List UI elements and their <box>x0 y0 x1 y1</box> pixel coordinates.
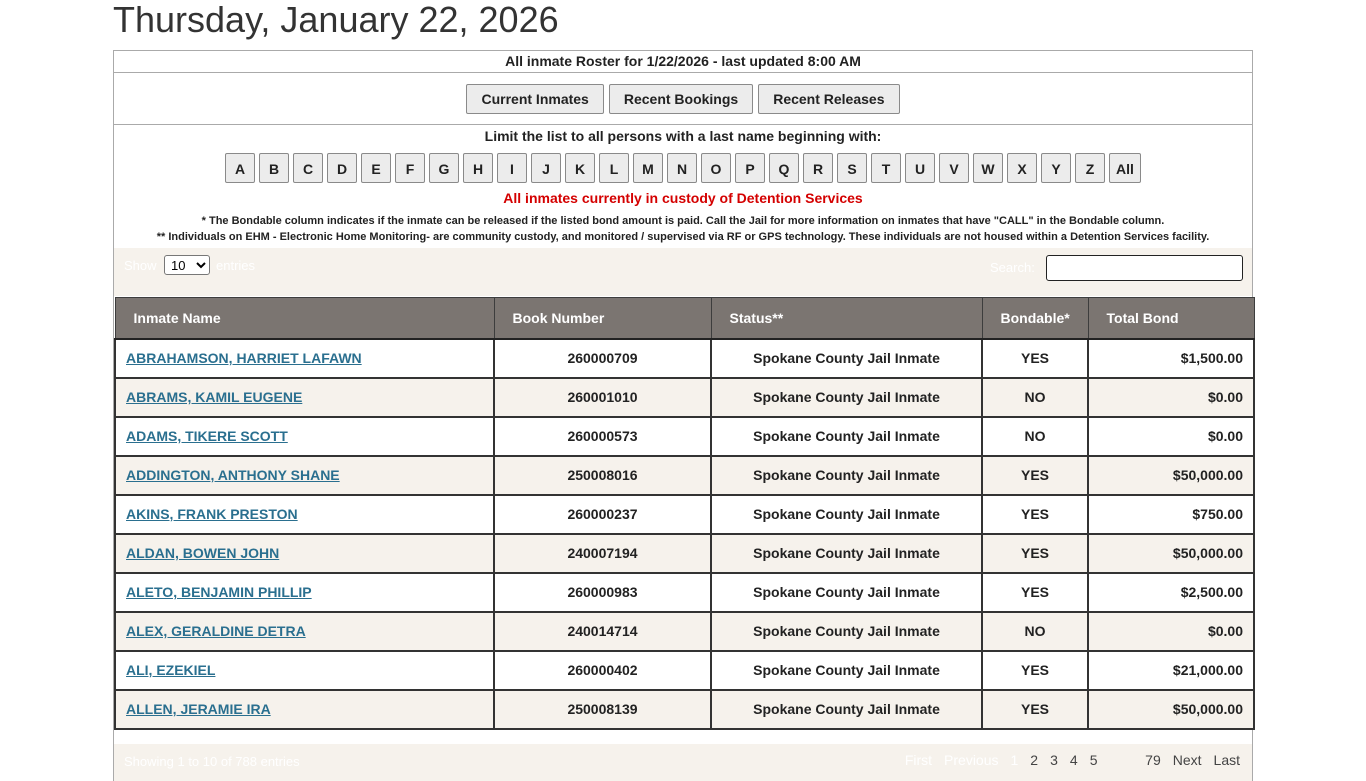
column-header-status[interactable]: Status** <box>711 298 982 339</box>
book-number-cell: 250008016 <box>494 456 711 495</box>
letter-button-v[interactable]: V <box>939 153 969 183</box>
book-number-cell: 260000983 <box>494 573 711 612</box>
bondable-cell: YES <box>982 690 1088 729</box>
table-row <box>115 495 1254 534</box>
roster-title: All inmate Roster for 1/22/2026 - last updated 8:00 AM <box>114 51 1252 73</box>
show-label: Show <box>124 258 157 273</box>
ehm-note: ** Individuals on EHM - Electronic Home Monitoring- are community custody, and monitored / supervised via RF or GPS technology. These individuals are not housed within a Detention Services facility. <box>156 231 1210 243</box>
status-cell: Spokane County Jail Inmate <box>711 534 982 573</box>
total-bond-cell: $21,000.00 <box>1088 651 1254 690</box>
inmate-name-cell <box>115 495 494 534</box>
letter-button-e[interactable]: E <box>361 153 391 183</box>
status-cell: Spokane County Jail Inmate <box>711 573 982 612</box>
column-header-inmate-name[interactable]: Inmate Name <box>115 298 494 339</box>
bondable-cell: YES <box>982 651 1088 690</box>
letter-button-l[interactable]: L <box>599 153 629 183</box>
letter-button-w[interactable]: W <box>973 153 1003 183</box>
total-bond-cell: $1,500.00 <box>1088 339 1254 378</box>
letter-button-z[interactable]: Z <box>1075 153 1105 183</box>
table-row <box>115 573 1254 612</box>
letter-button-n[interactable]: N <box>667 153 697 183</box>
book-number-cell: 250008139 <box>494 690 711 729</box>
column-header-book-number[interactable]: Book Number <box>494 298 711 339</box>
pagination <box>899 752 1246 768</box>
inmate-name-link[interactable]: ABRAHAMSON, HARRIET LAFAWN <box>126 350 362 366</box>
table-row <box>115 651 1254 690</box>
status-cell: Spokane County Jail Inmate <box>711 651 982 690</box>
bondable-cell: YES <box>982 495 1088 534</box>
entries-per-page-select[interactable] <box>164 255 210 275</box>
inmate-name-cell <box>115 651 494 690</box>
inmate-name-link[interactable]: ABRAMS, KAMIL EUGENE <box>126 389 303 405</box>
bondable-cell: NO <box>982 612 1088 651</box>
inmate-name-cell <box>115 690 494 729</box>
page-link-2[interactable]: 2 <box>1030 752 1039 768</box>
total-bond-cell: $0.00 <box>1088 378 1254 417</box>
status-cell: Spokane County Jail Inmate <box>711 495 982 534</box>
bondable-cell: YES <box>982 573 1088 612</box>
page-link-4[interactable]: 4 <box>1069 752 1078 768</box>
total-bond-cell: $0.00 <box>1088 612 1254 651</box>
total-bond-cell: $0.00 <box>1088 417 1254 456</box>
book-number-cell: 260000709 <box>494 339 711 378</box>
column-header-total-bond[interactable]: Total Bond <box>1088 298 1254 339</box>
total-bond-cell: $50,000.00 <box>1088 456 1254 495</box>
first-page-link[interactable]: First <box>904 752 933 768</box>
letter-button-all[interactable]: All <box>1109 153 1141 183</box>
status-cell: Spokane County Jail Inmate <box>711 690 982 729</box>
table-row <box>115 690 1254 729</box>
bondable-cell: NO <box>982 417 1088 456</box>
total-bond-cell: $750.00 <box>1088 495 1254 534</box>
letter-button-b[interactable]: B <box>259 153 289 183</box>
letter-button-r[interactable]: R <box>803 153 833 183</box>
last-page-link[interactable]: Last <box>1213 752 1240 768</box>
letter-button-k[interactable]: K <box>565 153 595 183</box>
letter-button-g[interactable]: G <box>429 153 459 183</box>
total-bond-cell: $50,000.00 <box>1088 690 1254 729</box>
letter-button-p[interactable]: P <box>735 153 765 183</box>
page-link-1[interactable]: 1 <box>1010 752 1019 768</box>
previous-page-link[interactable]: Previous <box>944 752 999 768</box>
book-number-cell: 240007194 <box>494 534 711 573</box>
total-bond-cell: $2,500.00 <box>1088 573 1254 612</box>
entries-info: Showing 1 to 10 of 788 entries <box>124 754 300 769</box>
current-inmates-button[interactable]: Current Inmates <box>466 84 603 114</box>
status-cell: Spokane County Jail Inmate <box>711 456 982 495</box>
bondable-cell: YES <box>982 534 1088 573</box>
inmate-name-link[interactable]: ALDAN, BOWEN JOHN <box>126 545 280 561</box>
letter-button-j[interactable]: J <box>531 153 561 183</box>
letter-filter <box>114 153 1252 183</box>
inmate-name-cell <box>115 417 494 456</box>
letter-button-x[interactable]: X <box>1007 153 1037 183</box>
letter-button-h[interactable]: H <box>463 153 493 183</box>
inmate-name-cell <box>115 456 494 495</box>
limit-label: Limit the list to all persons with a last name beginning with: <box>484 128 882 144</box>
letter-button-d[interactable]: D <box>327 153 357 183</box>
book-number-cell: 240014714 <box>494 612 711 651</box>
status-cell: Spokane County Jail Inmate <box>711 378 982 417</box>
table-footer <box>114 744 1252 781</box>
table-row <box>115 339 1254 378</box>
table-row <box>115 378 1254 417</box>
inmate-name-link[interactable]: ALEX, GERALDINE DETRA <box>126 623 306 639</box>
inmate-name-cell <box>115 612 494 651</box>
table-controls <box>114 248 1252 296</box>
inmate-name-cell <box>115 573 494 612</box>
total-bond-cell: $50,000.00 <box>1088 534 1254 573</box>
inmate-table <box>114 297 1255 730</box>
status-cell: Spokane County Jail Inmate <box>711 339 982 378</box>
page-link-5[interactable]: 5 <box>1089 752 1098 768</box>
letter-button-c[interactable]: C <box>293 153 323 183</box>
inmate-name-link[interactable]: ALLEN, JERAMIE IRA <box>126 701 271 717</box>
letter-button-u[interactable]: U <box>905 153 935 183</box>
recent-releases-button[interactable]: Recent Releases <box>758 84 899 114</box>
search-input[interactable] <box>1046 255 1243 281</box>
table-row <box>115 417 1254 456</box>
bondable-cell: YES <box>982 339 1088 378</box>
letter-button-f[interactable]: F <box>395 153 425 183</box>
inmate-name-link[interactable]: AKINS, FRANK PRESTON <box>126 506 298 522</box>
entries-label: entries <box>216 258 256 273</box>
bondable-note: * The Bondable column indicates if the inmate can be released if the listed bond amount is paid. Call the Jail for more information on inmates that have "CALL" in the Bondable column. <box>201 215 1165 227</box>
letter-button-y[interactable]: Y <box>1041 153 1071 183</box>
inmate-name-cell <box>115 378 494 417</box>
letter-button-s[interactable]: S <box>837 153 867 183</box>
search-label: Search: <box>990 260 1035 275</box>
status-cell: Spokane County Jail Inmate <box>711 612 982 651</box>
inmate-name-link[interactable]: ALETO, BENJAMIN PHILLIP <box>126 584 312 600</box>
inmate-name-cell <box>115 534 494 573</box>
view-buttons <box>114 73 1252 125</box>
next-page-link[interactable]: Next <box>1172 752 1202 768</box>
letter-button-q[interactable]: Q <box>769 153 799 183</box>
book-number-cell: 260000402 <box>494 651 711 690</box>
table-row <box>115 534 1254 573</box>
page-title: Thursday, January 22, 2026 <box>113 0 559 40</box>
table-row <box>115 456 1254 495</box>
inmate-name-link[interactable]: ADAMS, TIKERE SCOTT <box>126 428 288 444</box>
letter-button-i[interactable]: I <box>497 153 527 183</box>
letter-button-m[interactable]: M <box>633 153 663 183</box>
bondable-cell: YES <box>982 456 1088 495</box>
bondable-cell: NO <box>982 378 1088 417</box>
pagination-ellipsis: ... <box>1115 752 1128 768</box>
table-header-row <box>115 298 1254 339</box>
book-number-cell: 260000573 <box>494 417 711 456</box>
inmate-name-link[interactable]: ADDINGTON, ANTHONY SHANE <box>126 467 340 483</box>
roster-panel <box>113 50 1253 781</box>
custody-notice: All inmates currently in custody of Detention Services <box>503 190 863 206</box>
book-number-cell: 260000237 <box>494 495 711 534</box>
page-link-last-number[interactable]: 79 <box>1145 752 1161 768</box>
letter-button-t[interactable]: T <box>871 153 901 183</box>
inmate-name-link[interactable]: ALI, EZEKIEL <box>126 662 216 678</box>
column-header-bondable[interactable]: Bondable* <box>982 298 1088 339</box>
letter-button-o[interactable]: O <box>701 153 731 183</box>
recent-bookings-button[interactable]: Recent Bookings <box>609 84 753 114</box>
book-number-cell: 260001010 <box>494 378 711 417</box>
page-link-3[interactable]: 3 <box>1050 752 1058 768</box>
letter-button-a[interactable]: A <box>225 153 255 183</box>
inmate-name-cell <box>115 339 494 378</box>
status-cell: Spokane County Jail Inmate <box>711 417 982 456</box>
table-row <box>115 612 1254 651</box>
